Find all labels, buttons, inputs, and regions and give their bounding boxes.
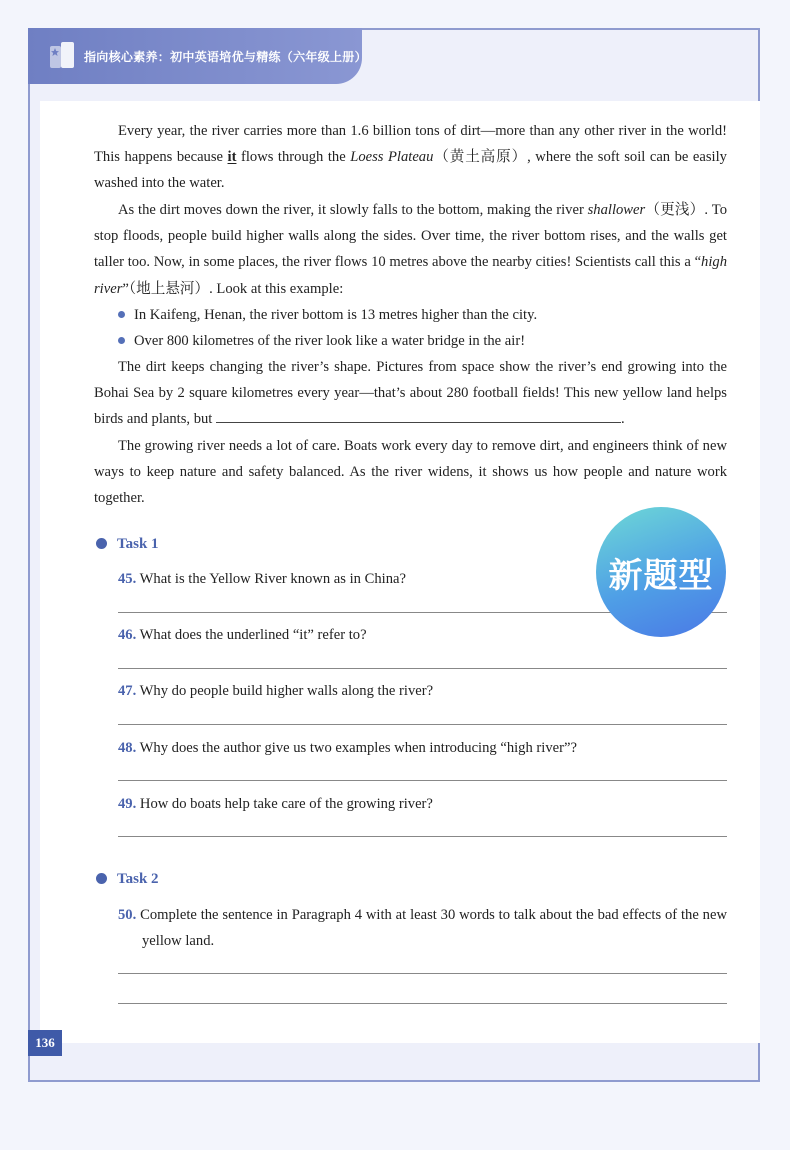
bullet-dot-icon [118, 337, 125, 344]
example-bullet-2: Over 800 kilometres of the river look like a water bridge in the air! [118, 328, 525, 354]
bullet-dot-icon [118, 311, 125, 318]
paragraph-3: The dirt keeps changing the river’s shape. Pictures from space show the river’s end growing into the Bohai Sea by 2 square kilometres every year—that’s about 280 football fields! This new yellow land helps birds and plants, but . [94, 359, 727, 428]
paragraph-2: As the dirt moves down the river, it slowly falls to the bottom, making the river shallower（更浅）. To stop floods, people build higher walls along the sides. Over time, the river bottom rises, and the walls get taller too. Now, in some places, the river flows 10 metres above the nearby cities! Scientists call this a “high river”（地上悬河）. Look at this example: [94, 202, 727, 297]
fill-in-blank[interactable] [216, 408, 621, 423]
question-49: 49. How do boats help take care of the growing river? [118, 796, 433, 812]
page-number: 136 [28, 1030, 62, 1056]
paragraph-1: Every year, the river carries more than 1.6 billion tons of dirt—more than any other river in the world! This happens because it flows through the Loess Plateau（黄土高原）, where the soft soil can be easily washed into the water. [94, 123, 727, 192]
task-dot-icon [96, 873, 107, 884]
answer-line-48[interactable] [118, 780, 727, 781]
answer-line-49[interactable] [118, 836, 727, 837]
question-47: 47. Why do people build higher walls along the river? [118, 683, 434, 699]
question-50: 50. Complete the sentence in Paragraph 4 with at least 30 words to talk about the bad effects of the new yellow land. [118, 907, 727, 949]
paragraph-4: The growing river needs a lot of care. Boats work every day to remove dirt, and engineers think of new ways to keep nature and safety balanced. As the river widens, it shows us how people and nature work together. [94, 438, 727, 507]
task-2-heading: Task 2 [96, 871, 159, 888]
question-45: 45. What is the Yellow River known as in China? [118, 571, 406, 587]
task-dot-icon [96, 538, 107, 549]
answer-line-50b[interactable] [118, 1003, 727, 1004]
question-46: 46. What does the underlined “it” refer to? [118, 627, 367, 643]
book-title: 指向核心素养：初中英语培优与精练（六年级上册） [84, 50, 367, 64]
header-banner [28, 28, 367, 84]
new-question-type-badge: 新题型 [596, 507, 726, 637]
answer-line-47[interactable] [118, 724, 727, 725]
answer-line-50a[interactable] [118, 973, 727, 974]
underlined-it: it [227, 149, 237, 166]
task-1-heading: Task 1 [96, 536, 159, 553]
question-48: 48. Why does the author give us two examples when introducing “high river”? [118, 740, 577, 756]
example-bullet-1: In Kaifeng, Henan, the river bottom is 13 metres higher than the city. [118, 302, 537, 328]
book-logo-icon [46, 40, 78, 72]
answer-line-46[interactable] [118, 668, 727, 669]
